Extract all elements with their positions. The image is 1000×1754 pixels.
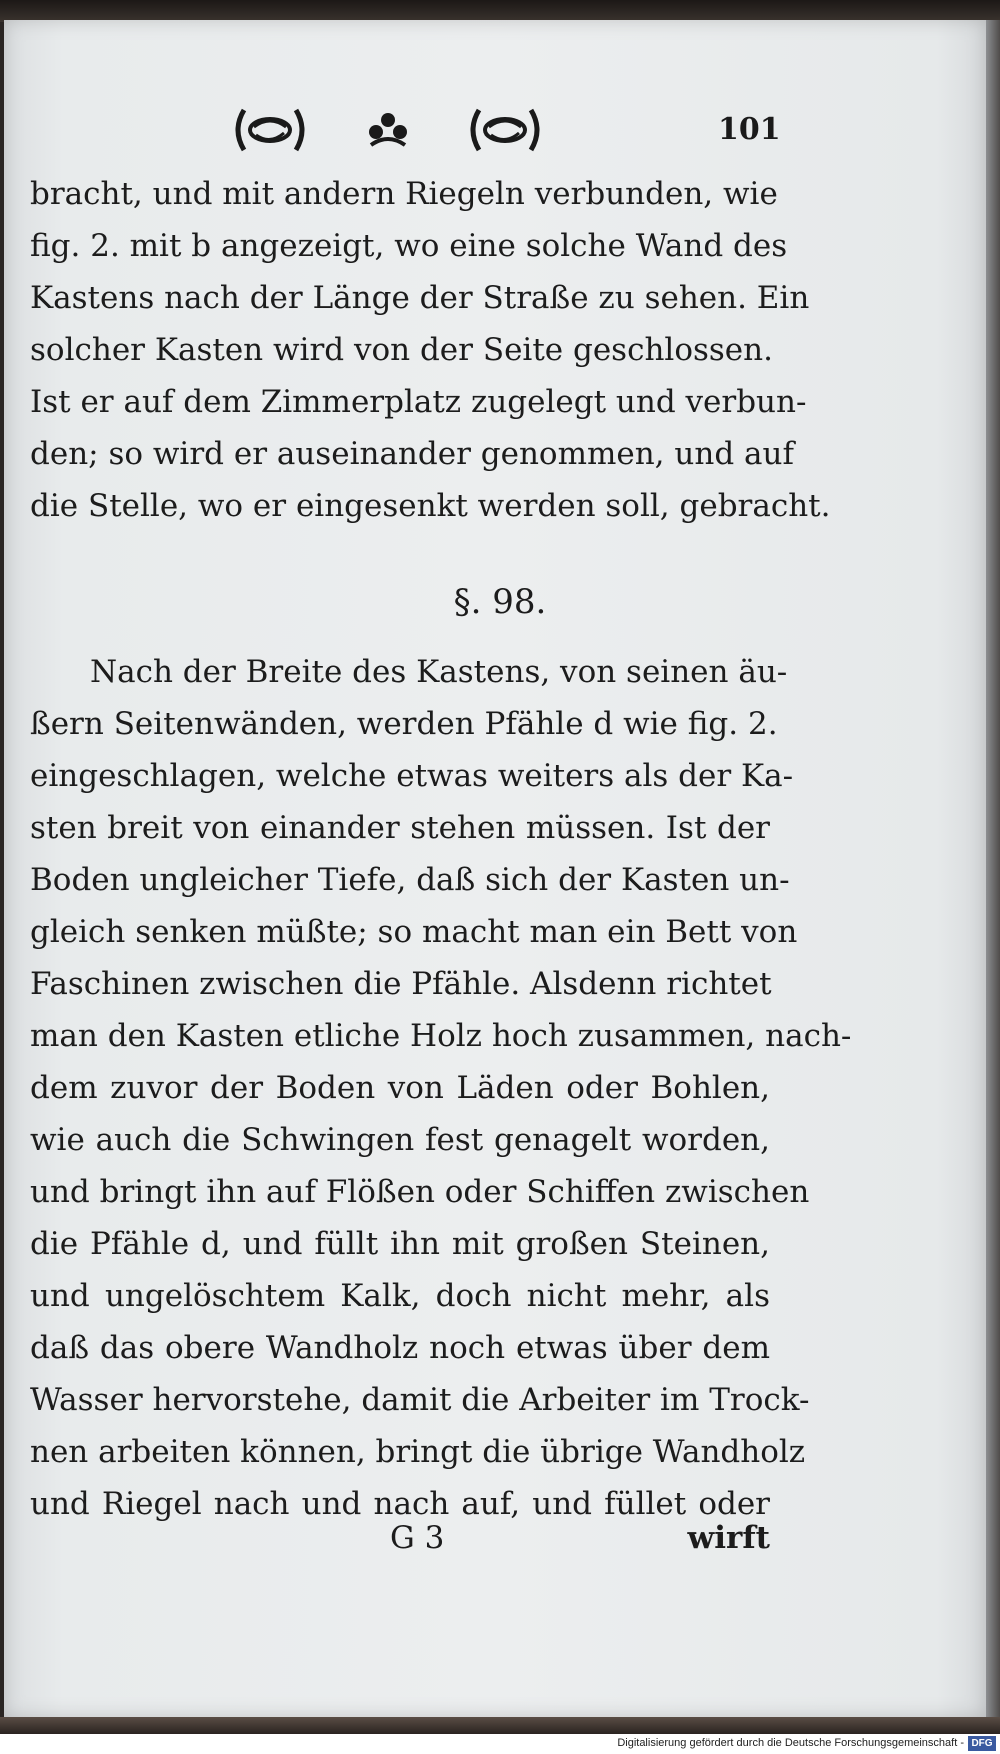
- left-ornament-icon: [230, 105, 310, 155]
- text-line: die Stelle, wo er eingesenkt werden soll, gebracht.: [30, 488, 831, 524]
- text-line: und ungelöschtem Kalk, doch nicht mehr, als: [30, 1278, 770, 1314]
- page-number: 101: [718, 112, 781, 147]
- text-line: bracht, und mit andern Riegeln verbunden, wie: [30, 176, 778, 212]
- catchword: wirft: [687, 1520, 770, 1556]
- text-line: gleich senken müßte; so macht man ein Bett von: [30, 914, 798, 950]
- text-line: den; so wird er auseinander genommen, und auf: [30, 436, 794, 472]
- text-line: und bringt ihn auf Flößen oder Schiffen zwischen: [30, 1174, 810, 1210]
- text-line: Nach der Breite des Kastens, von seinen äu-: [90, 654, 788, 690]
- paragraph-top: [30, 168, 831, 532]
- paragraph-main: [30, 646, 852, 1530]
- book-top-edge: [0, 0, 1000, 22]
- text-line: ßern Seitenwänden, werden Pfähle d wie fig. 2.: [30, 706, 778, 742]
- text-line: dem zuvor der Boden von Läden oder Bohlen,: [30, 1070, 770, 1106]
- text-line: daß das obere Wandholz noch etwas über dem: [30, 1330, 770, 1366]
- text-line: und Riegel nach und nach auf, und füllet oder: [30, 1486, 770, 1522]
- page-edge-strip: [986, 20, 1000, 1717]
- center-fleuron-icon: [363, 105, 413, 155]
- page-footer: [30, 1520, 770, 1570]
- text-line: sten breit von einander stehen müssen. Ist der: [30, 810, 770, 846]
- right-ornament-icon: [465, 105, 545, 155]
- text-line: Boden ungleicher Tiefe, daß sich der Kasten un-: [30, 862, 790, 898]
- dfg-logo: DFG: [968, 1736, 996, 1751]
- text-line: Ist er auf dem Zimmerplatz zugelegt und verbun-: [30, 384, 807, 420]
- text-line: man den Kasten etliche Holz hoch zusammen, nach-: [30, 1018, 852, 1054]
- signature-mark: G 3: [390, 1520, 445, 1556]
- text-line: eingeschlagen, welche etwas weiters als der Ka-: [30, 758, 794, 794]
- text-line: Wasser hervorstehe, damit die Arbeiter im Trock-: [30, 1382, 810, 1418]
- text-line: Kastens nach der Länge der Straße zu sehen. Ein: [30, 280, 810, 316]
- text-line: wie auch die Schwingen fest genagelt worden,: [30, 1122, 770, 1158]
- text-line: die Pfähle d, und füllt ihn mit großen Steinen,: [30, 1226, 770, 1262]
- credit-text: Digitalisierung gefördert durch die Deutsche Forschungsgemeinschaft -: [617, 1737, 964, 1749]
- section-heading: §. 98.: [453, 582, 547, 622]
- digitization-credit-bar: [0, 1734, 1000, 1754]
- page-header: [230, 105, 776, 165]
- book-bottom-edge: [0, 1717, 1000, 1734]
- text-line: fig. 2. mit b angezeigt, wo eine solche Wand des: [30, 228, 788, 264]
- text-line: Faschinen zwischen die Pfähle. Alsdenn richtet: [30, 966, 772, 1002]
- text-line: nen arbeiten können, bringt die übrige Wandholz: [30, 1434, 806, 1470]
- text-line: solcher Kasten wird von der Seite geschlossen.: [30, 332, 773, 368]
